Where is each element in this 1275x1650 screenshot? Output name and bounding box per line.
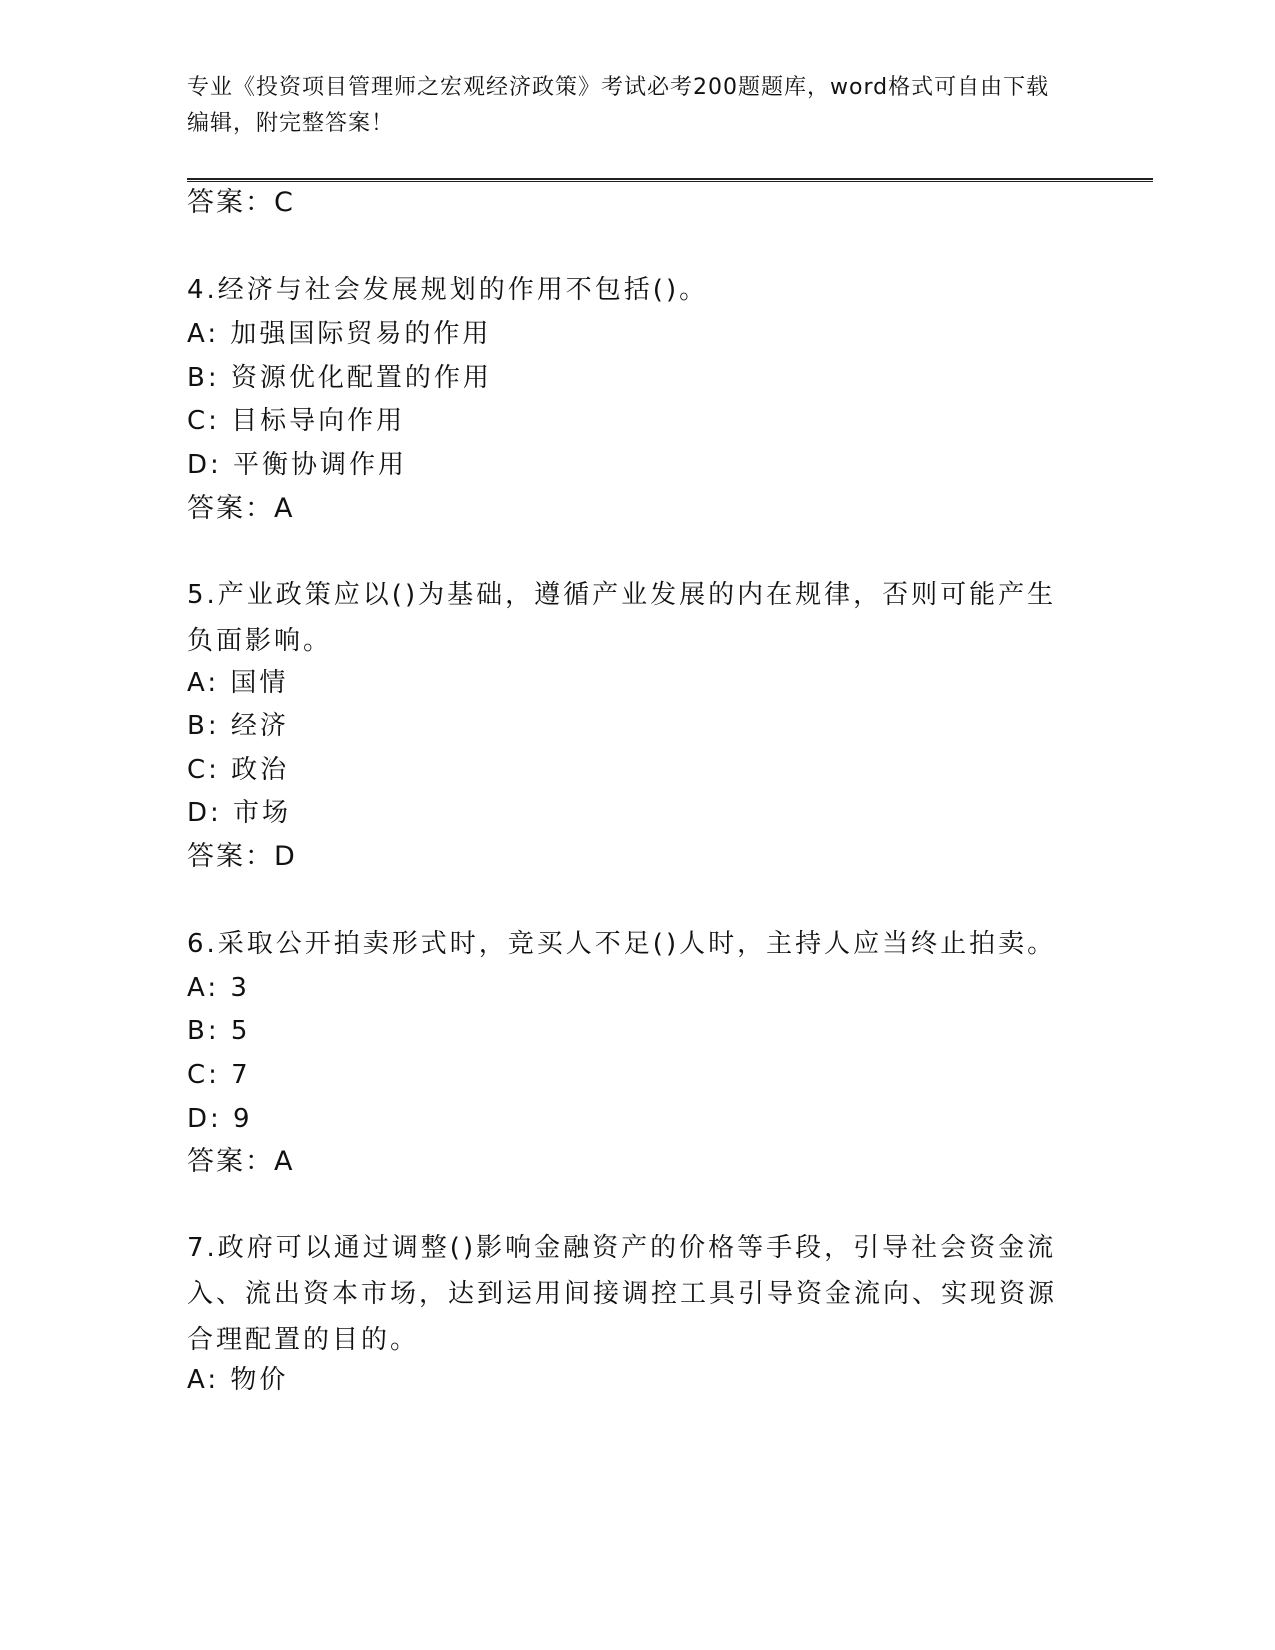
option-d: D: 市场: [187, 798, 292, 828]
option-a: A: 加强国际贸易的作用: [187, 319, 492, 349]
option-d: D: 平衡协调作用: [187, 450, 408, 480]
option-b: B: 经济: [187, 711, 289, 741]
option-a: A: 3: [187, 973, 250, 1003]
option-c: C: 政治: [187, 755, 290, 785]
header-divider: [187, 178, 1153, 182]
question-stem: 7.政府可以通过调整()影响金融资产的价格等手段，引导社会资金流入、流出资本市场，达到运用间接调控工具引导资金流向、实现资源合理配置的目的。: [187, 1233, 1058, 1355]
answer-label: 答案：D: [187, 841, 297, 872]
question-stem: 6.采取公开拍卖形式时，竞买人不足()人时，主持人应当终止拍卖。: [187, 929, 1057, 959]
answer-label: 答案：C: [187, 187, 295, 218]
answer-label: 答案：A: [187, 1146, 295, 1177]
option-a: A: 国情: [187, 668, 289, 698]
option-a: A: 物价: [187, 1365, 289, 1395]
option-b: B: 5: [187, 1016, 251, 1046]
question-stem: 5.产业政策应以()为基础，遵循产业发展的内在规律，否则可能产生负面影响。: [187, 580, 1057, 656]
option-b: B: 资源优化配置的作用: [187, 363, 492, 393]
option-c: C: 目标导向作用: [187, 406, 406, 436]
question-stem: 4.经济与社会发展规划的作用不包括()。: [187, 275, 709, 305]
answer-label: 答案：A: [187, 493, 295, 524]
option-c: C: 7: [187, 1060, 251, 1090]
document-header: 专业《投资项目管理师之宏观经济政策》考试必考200题题库，word格式可自由下载编辑，附完整答案！: [187, 75, 1050, 136]
option-d: D: 9: [187, 1104, 253, 1134]
